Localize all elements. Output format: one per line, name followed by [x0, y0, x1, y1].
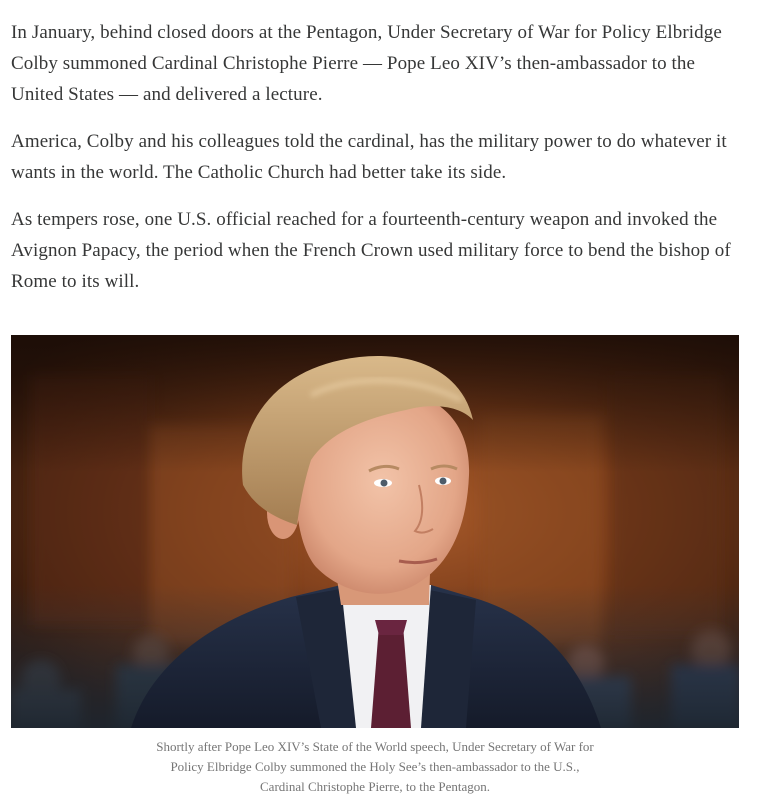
article-paragraph: As tempers rose, one U.S. official reached for a fourteenth-century weapon and invoked the Avignon Papacy, the period when the French Crown used military force to bend the bishop of Rome to its will. — [11, 209, 731, 292]
article-paragraph: In January, behind closed doors at the Pentagon, Under Secretary of War for Policy Elbridge Colby summoned Cardinal Christophe Pierre — Pope Leo XIV’s then-ambassador to the United States — and delivered a lecture. — [11, 22, 722, 105]
article-paragraph: America, Colby and his colleagues told the cardinal, has the military power to do whatever it wants in the world. The Catholic Church had better take its side. — [11, 131, 727, 183]
article-photo[interactable] — [11, 335, 739, 728]
photo-portrait-illustration — [11, 335, 739, 728]
caption-line: Shortly after Pope Leo XIV’s State of the World speech, Under Secretary of War for — [156, 739, 594, 754]
article-body — [11, 17, 749, 313]
caption-line: Cardinal Christophe Pierre, to the Pentagon. — [260, 779, 490, 794]
article-figure — [11, 335, 739, 797]
photo-caption — [11, 737, 739, 797]
caption-line: Policy Elbridge Colby summoned the Holy See’s then-ambassador to the U.S., — [170, 759, 580, 774]
